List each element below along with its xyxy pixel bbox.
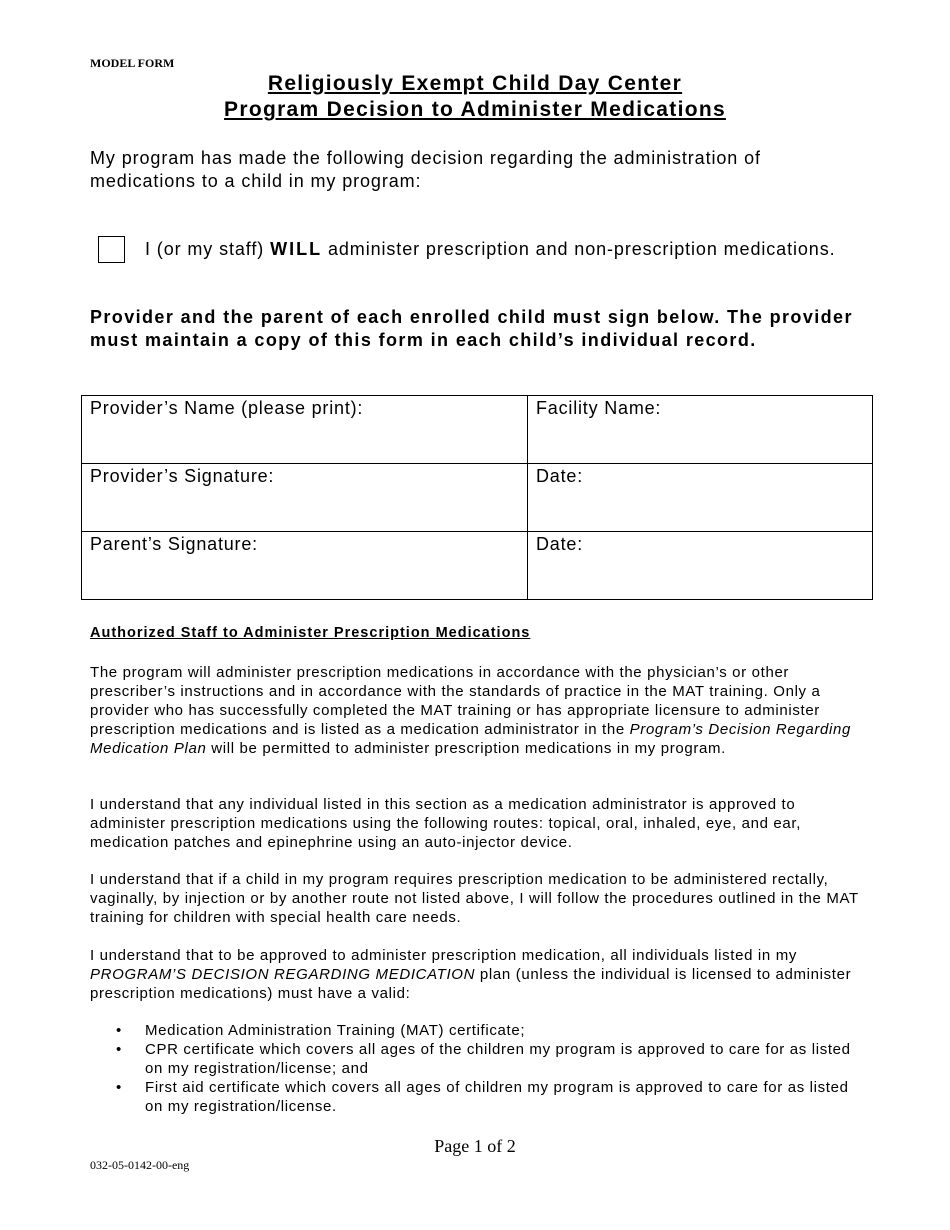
p4-italic: PROGRAM’S DECISION REGARDING MEDICATION — [90, 966, 476, 983]
paragraph-requirements — [90, 946, 865, 1003]
bullet-icon: • — [116, 1022, 122, 1039]
parent-date-field[interactable]: Date: — [528, 532, 873, 600]
list-item — [90, 1021, 865, 1040]
p1-text-after: will be permitted to administer prescription medications in my program. — [206, 740, 726, 757]
bullet-icon: • — [116, 1041, 122, 1058]
label-before: I (or my staff) — [145, 239, 271, 259]
provider-name-field[interactable]: Provider’s Name (please print): — [82, 396, 528, 464]
form-title-line-2: Program Decision to Administer Medications — [224, 98, 726, 121]
label-after: administer prescription and non-prescription medications. — [322, 239, 836, 259]
certificate-list — [90, 1021, 865, 1116]
form-title-line-1: Religiously Exempt Child Day Center — [267, 72, 683, 95]
page-number: Page 1 of 2 — [434, 1136, 516, 1156]
list-item-text: CPR certificate which covers all ages of the children my program is approved to care for as listed on my registration/license; and — [145, 1041, 851, 1077]
p4-text-before: I understand that to be approved to administer prescription medication, all individuals listed in my — [90, 947, 798, 964]
parent-signature-field[interactable]: Parent’s Signature: — [82, 532, 528, 600]
signature-table — [81, 395, 873, 600]
p4-text-after: plan (unless the individual is licensed to administer prescription medications) must have a valid: — [90, 966, 852, 1002]
p1-text-before: The program will administer prescription medications in accordance with the physician’s or other prescriber’s instructions and in accordance with the standards of practice in the MAT training. Only a provider who has successfully completed the MAT training or has appropriate licensure to administer prescription medications and is listed as a medication administrator in the — [90, 664, 821, 738]
facility-name-field[interactable]: Facility Name: — [528, 396, 873, 464]
will-administer-label — [145, 238, 865, 260]
model-form-label: MODEL FORM — [90, 56, 175, 70]
form-id: 032-05-0142-00-eng — [90, 1158, 190, 1172]
paragraph-other-routes: I understand that if a child in my program requires prescription medication to be administered rectally, vaginally, by injection or by another route not listed above, I will follow the procedures outlined in the MAT training for children with special health care needs. — [90, 871, 859, 926]
label-bold: WILL — [270, 239, 323, 259]
authorized-staff-heading: Authorized Staff to Administer Prescription Medications — [90, 625, 531, 641]
list-item — [90, 1040, 865, 1078]
table-row — [82, 464, 873, 532]
provider-date-field[interactable]: Date: — [528, 464, 873, 532]
list-item-text: Medication Administration Training (MAT) certificate; — [145, 1022, 526, 1039]
table-row — [82, 396, 873, 464]
paragraph-program-policy — [90, 663, 865, 758]
intro-text: My program has made the following decision regarding the administration of medications to a child in my program: — [90, 148, 761, 191]
p1-italic: Program’s Decision Regarding Medication Plan — [90, 721, 851, 757]
provider-signature-field[interactable]: Provider’s Signature: — [82, 464, 528, 532]
paragraph-routes: I understand that any individual listed in this section as a medication administrator is approved to administer prescription medications using the following routes: topical, oral, inhaled, eye, and ear, medication patches and epinephrine using an auto-injector device. — [90, 796, 802, 851]
bullet-icon: • — [116, 1079, 122, 1096]
table-row — [82, 532, 873, 600]
list-item-text: First aid certificate which covers all ages of children my program is approved to care for as listed on my registration/license. — [145, 1079, 849, 1115]
list-item — [90, 1078, 865, 1116]
will-administer-checkbox[interactable] — [98, 236, 125, 263]
sign-instruction: Provider and the parent of each enrolled child must sign below. The provider must maintain a copy of this form in each child’s individual record. — [90, 307, 853, 350]
